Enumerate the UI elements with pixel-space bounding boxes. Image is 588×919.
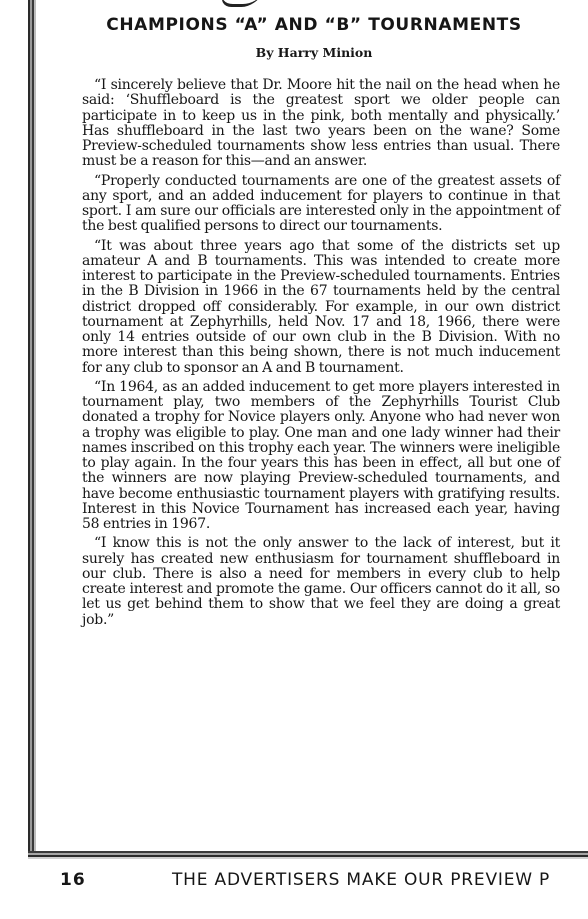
article-paragraph: “I know this is not the only answer to the lack of interest, but it surely has created new enthusiasm for tournament shuffleboard in our club. There is also a need for members in every club to help create interest and promote the game. Our officers cannot do it all, so let us get behind them to show that we feel they are doing a great job.”: [82, 535, 560, 628]
article-title: CHAMPIONS “A” AND “B” TOURNAMENTS: [106, 15, 522, 35]
article-paragraph: “It was about three years ago that some of the districts set up amateur A and B tournaments. This was intended to create more interest to participate in the Preview-scheduled tournaments. Entries in the B Division in 1966 in the 67 tournaments held by the central district dropped off considerably. For example, in our own district tournament at Zephyrhills, held Nov. 17 and 18, 1966, there were only 14 entries outside of our own club in the B Division. With no more interest than this being shown, there is not much inducement for any club to sponsor an A and B tournament.: [82, 237, 560, 376]
page-footer: [0, 866, 588, 896]
article-paragraph: “I sincerely believe that Dr. Moore hit the nail on the head when he said: ‘Shuffleboard is the greatest sport we older people can participate in to keep us in the pink, both mentally and physically.’ Has shuffleboard in the last two years been on the wane? Some Preview-scheduled tournaments show less entries than usual. There must be a reason for this—and an answer.: [82, 77, 560, 170]
article-body: [82, 78, 560, 632]
article-paragraph: “Properly conducted tournaments are one of the greatest assets of any sport, and an added inducement for players to continue in that sport. I am sure our officials are interested only in the appointment of the best qualified persons to direct our tournaments.: [82, 172, 560, 235]
left-border-rule: [28, 0, 36, 858]
bottom-border-rule: [28, 851, 588, 859]
article-paragraph: “In 1964, as an added inducement to get more players interested in tournament play, two members of the Zephyrhills Tourist Club donated a trophy for Novice players only. Anyone who had never won a trophy was eligible to play. One man and one lady winner had their names inscribed on this trophy each year. The winners were ineligible to play again. In the four years this has been in effect, all but one of the winners are now playing Preview-scheduled tournaments, and have become enthusiastic tournament players with gratifying results. Interest in this Novice Tournament has increased each year, having 58 entries in 1967.: [82, 378, 560, 532]
footer-slogan: THE ADVERTISERS MAKE OUR PREVIEW P: [172, 870, 551, 890]
article-byline: By Harry Minion: [255, 45, 373, 60]
title-ornament: [217, 0, 264, 7]
page-number: 16: [60, 870, 86, 890]
